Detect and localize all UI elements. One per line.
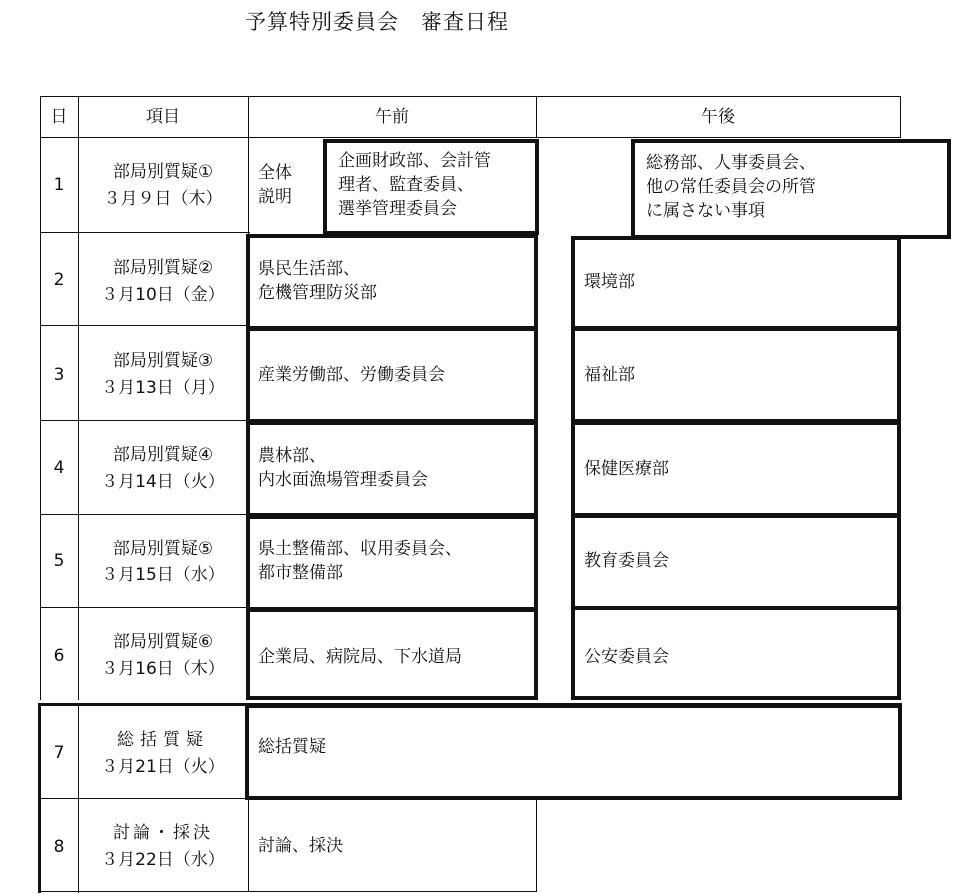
item-label: 部局別質疑⑤ (112, 539, 214, 559)
item-date: ３月９日（木） (103, 189, 223, 209)
am-departments: 企画財政部、会計管 理者、監査委員、 選挙管理委員会 (338, 151, 491, 219)
header-am: 午前 (375, 107, 409, 127)
item-label: 部局別質疑② (112, 258, 214, 278)
pm-departments: 総務部、人事委員会、 他の常任委員会の所管 に属さない事項 (646, 153, 816, 221)
day-number: 4 (53, 458, 65, 478)
header-item: 項目 (146, 107, 180, 127)
am-departments: 企業局、病院局、下水道局 (258, 647, 462, 667)
table-border (40, 891, 537, 892)
item-date: ３月15日（水） (101, 565, 225, 585)
item-date: ３月13日（月） (101, 378, 225, 398)
am-departments: 県土整備部、収用委員会、 都市整備部 (258, 539, 462, 583)
all-day-agenda: 総括質疑 (258, 737, 326, 757)
item-label: 総括質疑 (117, 730, 209, 750)
table-border (900, 96, 901, 138)
all-day-block (245, 704, 902, 800)
page-title: 予算特別委員会 審査日程 (245, 10, 509, 34)
pm-departments: 環境部 (584, 272, 635, 292)
am-departments: 農林部、 内水面漁場管理委員会 (258, 446, 428, 490)
day-number: 2 (53, 270, 65, 290)
header-pm: 午後 (701, 107, 735, 127)
day-number: 5 (53, 551, 65, 571)
pm-departments: 公安委員会 (584, 647, 669, 667)
item-label: 部局別質疑④ (112, 445, 214, 465)
table-border (536, 798, 537, 892)
item-date: ３月14日（火） (101, 472, 225, 492)
item-label: 部局別質疑③ (112, 351, 214, 371)
day-number: 3 (53, 365, 65, 385)
am-departments: 県民生活部、 危機管理防災部 (258, 259, 377, 303)
table-border (248, 140, 249, 232)
pm-departments: 福祉部 (584, 365, 635, 385)
table-border (248, 798, 249, 892)
day-number: 8 (53, 837, 65, 857)
item-date: ３月22日（水） (101, 850, 225, 870)
table-border (40, 137, 901, 138)
item-label: 討論・採決 (113, 823, 213, 843)
day-number: 7 (53, 743, 65, 763)
day-number: 1 (53, 175, 65, 195)
pm-departments: 保健医療部 (584, 459, 669, 479)
am-departments: 産業労働部、労働委員会 (258, 365, 445, 385)
day-number: 6 (53, 646, 65, 666)
am-agenda: 討論、採決 (258, 836, 343, 856)
item-date: ３月16日（木） (101, 659, 225, 679)
item-date: ３月21日（火） (101, 757, 225, 777)
table-border (40, 325, 250, 326)
pm-departments: 教育委員会 (584, 551, 669, 571)
general-explanation: 全体 説明 (258, 163, 292, 207)
item-label: 部局別質疑⑥ (112, 632, 214, 652)
header-day: 日 (50, 107, 68, 127)
item-date: ３月10日（金） (101, 285, 225, 305)
item-label: 部局別質疑① (112, 162, 214, 182)
table-border (40, 420, 250, 421)
table-border (40, 514, 250, 515)
table-border (40, 607, 250, 608)
table-border (40, 232, 250, 233)
